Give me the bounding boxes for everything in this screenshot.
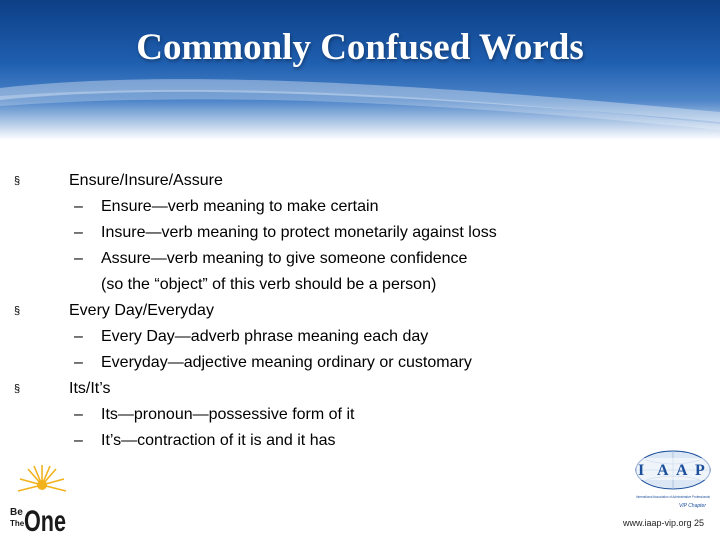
sub-bullet-item (0, 220, 700, 246)
slide-header (0, 0, 720, 140)
sunburst-icon (18, 465, 66, 491)
sub-bullet-item (0, 324, 700, 350)
dash-marker: – (74, 198, 83, 215)
iaap-tagline: International Association of Administrative Professionals (636, 494, 710, 499)
iaap-letter: A (657, 462, 669, 479)
bullet-item (0, 298, 700, 324)
bullet-item (0, 168, 700, 194)
dash-marker: – (74, 224, 83, 241)
slide-title: Commonly Confused Words (136, 27, 584, 68)
sub-bullet-text: Every Day—adverb phrase meaning each day (101, 328, 429, 345)
sub-bullet-text: Assure—verb meaning to give someone confidence (101, 250, 468, 267)
sub-bullet-item (0, 246, 700, 272)
sub-bullet-continuation: (so the “object” of this verb should be a person) (101, 276, 437, 293)
sub-bullet-text: It’s—contraction of it is and it has (101, 432, 336, 449)
dash-marker: – (74, 250, 83, 267)
sub-bullet-item (0, 194, 700, 220)
sub-bullet-text: Ensure—verb meaning to make certain (101, 198, 379, 215)
iaap-letter: P (695, 462, 705, 479)
dash-marker: – (74, 432, 83, 449)
bullet-marker: § (14, 305, 21, 317)
be-the-one-logo (8, 463, 68, 538)
logo-one-text: One (24, 505, 66, 538)
bullet-text: Ensure/Insure/Assure (69, 172, 223, 189)
slide-body (0, 168, 700, 454)
sub-bullet-item (0, 402, 700, 428)
sub-bullet-text: Its—pronoun—possessive form of it (101, 406, 355, 423)
logo-the-text: The (10, 519, 25, 528)
iaap-letter: A (676, 462, 688, 479)
iaap-chapter: VIP Chapter (678, 503, 706, 509)
sub-bullet-text: Everyday—adjective meaning ordinary or customary (101, 354, 472, 371)
bullet-item (0, 376, 700, 402)
dash-marker: – (74, 406, 83, 423)
iaap-logo (632, 448, 714, 512)
footer-url: www.iaap-vip.org 25 (622, 518, 704, 528)
bullet-text: Every Day/Everyday (69, 302, 214, 319)
sub-bullet-item (0, 428, 700, 454)
dash-marker: – (74, 354, 83, 371)
bullet-text: Its/It’s (69, 380, 111, 397)
bullet-marker: § (14, 175, 21, 187)
sub-bullet-item (0, 350, 700, 376)
bullet-marker: § (14, 383, 21, 395)
logo-be-text: Be (10, 507, 23, 518)
header-swoosh-decoration (0, 0, 720, 140)
sub-bullet-text: Insure—verb meaning to protect monetarily against loss (101, 224, 497, 241)
iaap-letter: I (638, 462, 645, 479)
dash-marker: – (74, 328, 83, 345)
